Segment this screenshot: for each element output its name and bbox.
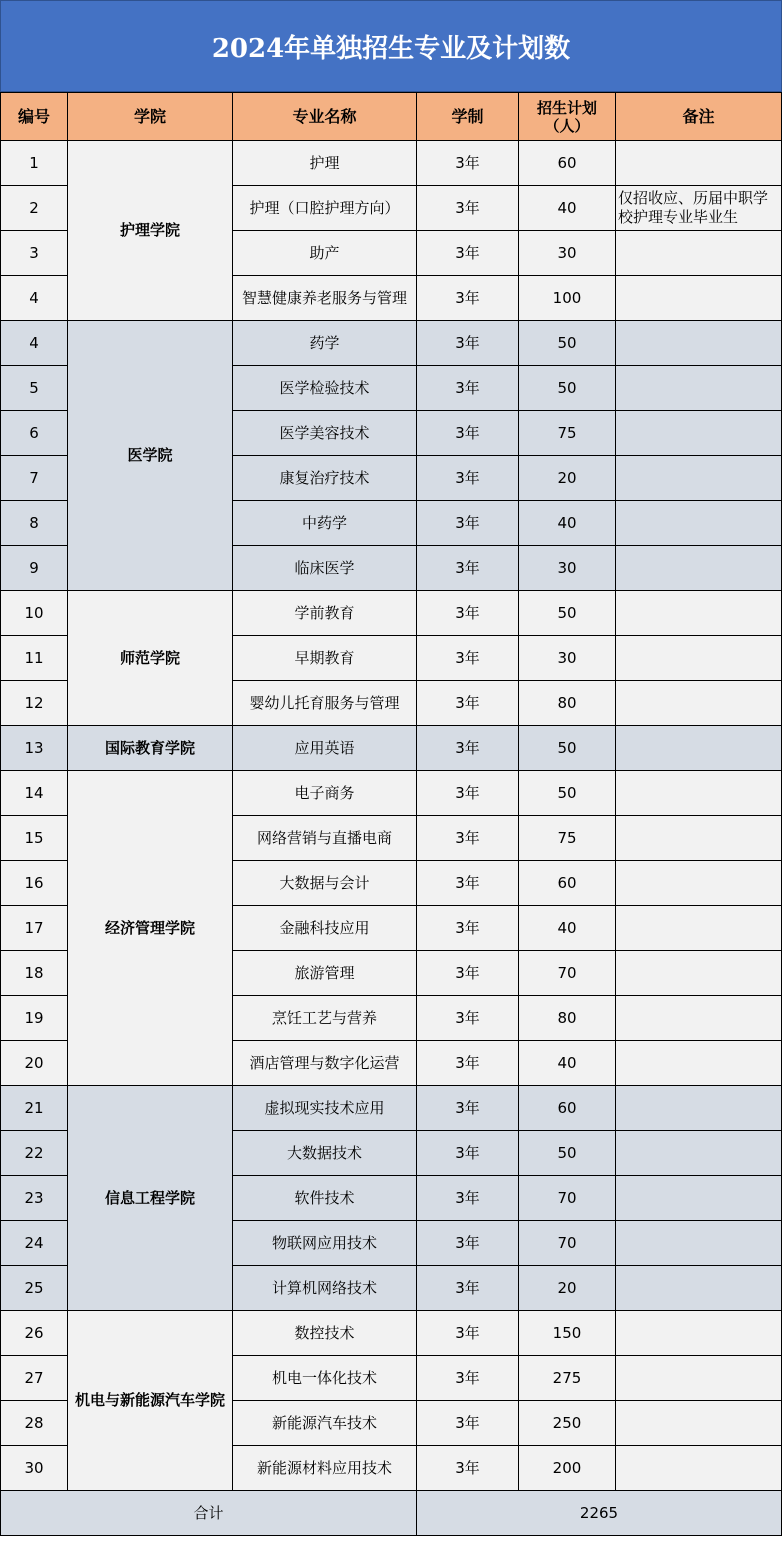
note [616, 861, 782, 906]
plan-count: 50 [519, 771, 616, 816]
duration: 3年 [417, 951, 519, 996]
plan-count: 50 [519, 591, 616, 636]
header-major: 专业名称 [233, 93, 417, 141]
row-number: 1 [1, 141, 68, 186]
note [616, 141, 782, 186]
duration: 3年 [417, 771, 519, 816]
note [616, 411, 782, 456]
table-row [1, 1311, 782, 1356]
major-name: 烹饪工艺与营养 [233, 996, 417, 1041]
duration: 3年 [417, 1356, 519, 1401]
plan-count: 50 [519, 321, 616, 366]
row-number: 18 [1, 951, 68, 996]
row-number: 25 [1, 1266, 68, 1311]
major-name: 应用英语 [233, 726, 417, 771]
note [616, 1176, 782, 1221]
plan-count: 30 [519, 636, 616, 681]
duration: 3年 [417, 591, 519, 636]
table-row [1, 771, 782, 816]
row-number: 9 [1, 546, 68, 591]
major-name: 智慧健康养老服务与管理 [233, 276, 417, 321]
plan-count: 30 [519, 546, 616, 591]
duration: 3年 [417, 1311, 519, 1356]
row-number: 13 [1, 726, 68, 771]
major-name: 药学 [233, 321, 417, 366]
note [616, 1086, 782, 1131]
note [616, 231, 782, 276]
row-number: 20 [1, 1041, 68, 1086]
major-name: 虚拟现实技术应用 [233, 1086, 417, 1131]
table-row [1, 726, 782, 771]
major-name: 早期教育 [233, 636, 417, 681]
note [616, 906, 782, 951]
duration: 3年 [417, 276, 519, 321]
row-number: 30 [1, 1446, 68, 1491]
plan-count: 275 [519, 1356, 616, 1401]
major-name: 中药学 [233, 501, 417, 546]
duration: 3年 [417, 1266, 519, 1311]
header-note: 备注 [616, 93, 782, 141]
college-name: 医学院 [68, 321, 233, 591]
duration: 3年 [417, 636, 519, 681]
note [616, 1356, 782, 1401]
note [616, 366, 782, 411]
row-number: 3 [1, 231, 68, 276]
row-number: 4 [1, 321, 68, 366]
row-number: 11 [1, 636, 68, 681]
note [616, 636, 782, 681]
duration: 3年 [417, 1041, 519, 1086]
major-name: 新能源汽车技术 [233, 1401, 417, 1446]
row-number: 22 [1, 1131, 68, 1176]
college-name: 国际教育学院 [68, 726, 233, 771]
note [616, 456, 782, 501]
row-number: 10 [1, 591, 68, 636]
major-name: 酒店管理与数字化运营 [233, 1041, 417, 1086]
duration: 3年 [417, 231, 519, 276]
plan-count: 80 [519, 996, 616, 1041]
major-name: 护理 [233, 141, 417, 186]
major-name: 金融科技应用 [233, 906, 417, 951]
major-name: 物联网应用技术 [233, 1221, 417, 1266]
duration: 3年 [417, 681, 519, 726]
row-number: 4 [1, 276, 68, 321]
plan-count: 50 [519, 1131, 616, 1176]
duration: 3年 [417, 1401, 519, 1446]
header-college: 学院 [68, 93, 233, 141]
duration: 3年 [417, 141, 519, 186]
college-name: 师范学院 [68, 591, 233, 726]
major-name: 计算机网络技术 [233, 1266, 417, 1311]
duration: 3年 [417, 996, 519, 1041]
plan-count: 250 [519, 1401, 616, 1446]
college-name: 护理学院 [68, 141, 233, 321]
table-row [1, 1086, 782, 1131]
major-name: 数控技术 [233, 1311, 417, 1356]
plan-count: 70 [519, 1176, 616, 1221]
plan-count: 70 [519, 1221, 616, 1266]
note [616, 276, 782, 321]
duration: 3年 [417, 321, 519, 366]
major-name: 护理（口腔护理方向） [233, 186, 417, 231]
row-number: 23 [1, 1176, 68, 1221]
major-name: 学前教育 [233, 591, 417, 636]
header-years: 学制 [417, 93, 519, 141]
college-name: 经济管理学院 [68, 771, 233, 1086]
note [616, 816, 782, 861]
duration: 3年 [417, 456, 519, 501]
major-name: 医学检验技术 [233, 366, 417, 411]
major-name: 婴幼儿托育服务与管理 [233, 681, 417, 726]
row-number: 16 [1, 861, 68, 906]
table-row [1, 591, 782, 636]
duration: 3年 [417, 816, 519, 861]
plan-count: 40 [519, 906, 616, 951]
duration: 3年 [417, 861, 519, 906]
row-number: 27 [1, 1356, 68, 1401]
plan-count: 40 [519, 186, 616, 231]
major-name: 旅游管理 [233, 951, 417, 996]
college-name: 信息工程学院 [68, 1086, 233, 1311]
note [616, 591, 782, 636]
note [616, 1401, 782, 1446]
plan-count: 75 [519, 816, 616, 861]
plan-count: 100 [519, 276, 616, 321]
duration: 3年 [417, 1131, 519, 1176]
plan-count: 20 [519, 1266, 616, 1311]
plan-count: 80 [519, 681, 616, 726]
plan-count: 30 [519, 231, 616, 276]
header-plan: 招生计划（人） [519, 93, 616, 141]
row-number: 21 [1, 1086, 68, 1131]
major-name: 大数据技术 [233, 1131, 417, 1176]
note [616, 1041, 782, 1086]
duration: 3年 [417, 366, 519, 411]
duration: 3年 [417, 546, 519, 591]
major-name: 大数据与会计 [233, 861, 417, 906]
plan-count: 200 [519, 1446, 616, 1491]
major-name: 康复治疗技术 [233, 456, 417, 501]
note [616, 1221, 782, 1266]
row-number: 2 [1, 186, 68, 231]
total-row [1, 1491, 782, 1536]
row-number: 12 [1, 681, 68, 726]
row-number: 17 [1, 906, 68, 951]
note [616, 321, 782, 366]
page-title: 2024年单独招生专业及计划数 [0, 0, 782, 92]
plan-count: 60 [519, 1086, 616, 1131]
duration: 3年 [417, 501, 519, 546]
enrollment-table [0, 92, 782, 1536]
note [616, 726, 782, 771]
table-header-row [1, 93, 782, 141]
duration: 3年 [417, 1221, 519, 1266]
row-number: 7 [1, 456, 68, 501]
plan-count: 40 [519, 501, 616, 546]
major-name: 软件技术 [233, 1176, 417, 1221]
duration: 3年 [417, 726, 519, 771]
plan-count: 60 [519, 861, 616, 906]
row-number: 15 [1, 816, 68, 861]
plan-count: 40 [519, 1041, 616, 1086]
note [616, 1131, 782, 1176]
note: 仅招收应、历届中职学校护理专业毕业生 [616, 186, 782, 231]
plan-count: 75 [519, 411, 616, 456]
row-number: 6 [1, 411, 68, 456]
plan-count: 60 [519, 141, 616, 186]
row-number: 8 [1, 501, 68, 546]
row-number: 28 [1, 1401, 68, 1446]
major-name: 网络营销与直播电商 [233, 816, 417, 861]
duration: 3年 [417, 1446, 519, 1491]
plan-count: 50 [519, 366, 616, 411]
note [616, 501, 782, 546]
duration: 3年 [417, 1176, 519, 1221]
duration: 3年 [417, 1086, 519, 1131]
major-name: 医学美容技术 [233, 411, 417, 456]
note [616, 546, 782, 591]
row-number: 14 [1, 771, 68, 816]
note [616, 771, 782, 816]
total-value: 2265 [417, 1491, 782, 1536]
college-name: 机电与新能源汽车学院 [68, 1311, 233, 1491]
row-number: 24 [1, 1221, 68, 1266]
plan-count: 50 [519, 726, 616, 771]
note [616, 1311, 782, 1356]
table-row [1, 141, 782, 186]
major-name: 临床医学 [233, 546, 417, 591]
plan-count: 150 [519, 1311, 616, 1356]
plan-count: 20 [519, 456, 616, 501]
row-number: 26 [1, 1311, 68, 1356]
note [616, 681, 782, 726]
note [616, 1266, 782, 1311]
note [616, 1446, 782, 1491]
duration: 3年 [417, 186, 519, 231]
row-number: 5 [1, 366, 68, 411]
header-no: 编号 [1, 93, 68, 141]
major-name: 电子商务 [233, 771, 417, 816]
major-name: 机电一体化技术 [233, 1356, 417, 1401]
duration: 3年 [417, 411, 519, 456]
row-number: 19 [1, 996, 68, 1041]
major-name: 助产 [233, 231, 417, 276]
table-row [1, 321, 782, 366]
note [616, 951, 782, 996]
note [616, 996, 782, 1041]
duration: 3年 [417, 906, 519, 951]
total-label: 合计 [1, 1491, 417, 1536]
plan-count: 70 [519, 951, 616, 996]
major-name: 新能源材料应用技术 [233, 1446, 417, 1491]
